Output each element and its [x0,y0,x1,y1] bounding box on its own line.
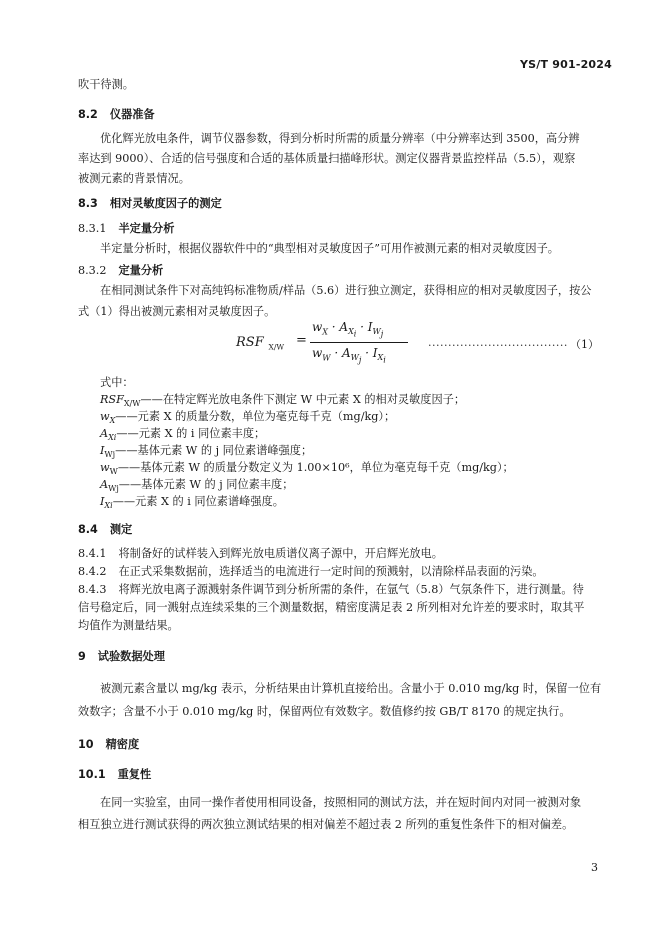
formula-equals: = [296,333,307,348]
where-item: $w_X——$元素 X 的质量分数，单位为毫克每千克（mg/kg）； [100,410,396,426]
formula-lhs: RSF $_{X/W}$ [236,335,285,352]
heading-8-3 [78,197,222,211]
heading-number: 10 [78,738,94,751]
where-item: $A_{Wj}——$基体元素 W 的 j 同位素丰度； [100,478,294,494]
where-item: $w_W——$基体元素 W 的质量分数定义为 1.00×10⁶，单位为毫克每千克（mg/kg）； [100,461,514,477]
step-8-4-2: 8.4.2 在正式采集数据前，选择适当的电流进行一定时间的预溅射，以清除样品表面的污染。 [78,565,544,578]
heading-title: 定量分析 [118,264,164,277]
paragraph-line: 率达到 9000）、合适的信号强度和合适的基体质量扫描峰形状。测定仪器背景监控样品（5.5），观察 [78,152,576,165]
paragraph-line: 均值作为测量结果。 [78,619,179,632]
heading-9 [78,650,165,664]
heading-8-2 [78,108,155,122]
where-intro: 式中： [100,376,134,389]
heading-number: 8.2 [78,108,98,121]
paragraph-line: 在同一实验室，由同一操作者使用相同设备，按照相同的测试方法，并在短时间内对同一被测对象 [100,796,582,809]
heading-8-3-1 [78,222,174,236]
formula-denominator: $w_W \cdot A_{W_j} \cdot I_{X_i}$ [312,346,386,365]
heading-number: 8.3 [78,197,98,210]
heading-number: 10.1 [78,768,106,781]
heading-10-1 [78,768,151,782]
page-number: 3 [591,861,598,874]
heading-number: 9 [78,650,86,663]
paragraph-line: 被测元素的背景情况。 [78,172,190,185]
heading-title: 半定量分析 [118,222,175,235]
formula-1 [236,318,616,368]
heading-number: 8.3.2 [78,264,107,277]
heading-number: 8.4 [78,523,98,536]
paragraph-line: 信号稳定后，同一溅射点连续采集的三个测量数据，精密度满足表 2 所列相对允许差的要求时，取其平 [78,601,585,614]
paragraph-line: 相互独立进行测试获得的两次独立测试结果的相对偏差不超过表 2 所列的重复性条件下的相对偏差。 [78,818,574,831]
paragraph-line: 半定量分析时，根据仪器软件中的“典型相对灵敏度因子”可用作被测元素的相对灵敏度因子。 [100,242,559,255]
where-item: $RSF_{X/W}——$在特定辉光放电条件下测定 W 中元素 X 的相对灵敏度因子； [100,393,466,409]
where-item: $I_{Xi}——$元素 X 的 i 同位素谱峰强度。 [100,495,284,511]
paragraph-line: 式（1）得出被测元素相对灵敏度因子。 [78,305,276,318]
paragraph-line: 优化辉光放电条件，调节仪器参数，得到分析时所需的质量分辨率（中分辨率达到 3500，高分辨 [100,132,580,145]
paragraph-line: 效数字；含量不小于 0.010 mg/kg 时，保留两位有效数字。数值修约按 GB/T 8170 的规定执行。 [78,705,571,718]
heading-number: 8.3.1 [78,222,107,235]
heading-8-4 [78,523,132,537]
paragraph-line: 在相同测试条件下对高纯钨标准物质/样品（5.6）进行独立测定，获得相应的相对灵敏度因子，按公 [100,284,592,297]
heading-title: 测定 [109,523,133,536]
heading-title: 试验数据处理 [97,650,165,663]
formula-numerator: $w_X \cdot A_{X_i} \cdot I_{W_j}$ [312,320,384,339]
continuation-line: 吹干待测。 [78,78,134,91]
heading-title: 仪器准备 [109,108,155,121]
heading-title: 精密度 [105,738,140,751]
step-8-4-3: 8.4.3 将辉光放电离子源溅射条件调节到分析所需的条件，在氩气（5.8）气氛条件下，进行测量。待 [78,583,584,596]
heading-10 [78,738,139,752]
fraction-bar [310,342,408,343]
formula-number: （1） [570,338,599,351]
where-item: $A_{Xi}——$元素 X 的 i 同位素丰度； [100,427,266,443]
heading-8-3-2 [78,264,163,278]
heading-title: 重复性 [117,768,152,781]
where-item: $I_{Wj}——$基体元素 W 的 j 同位素谱峰强度； [100,444,313,460]
step-8-4-1: 8.4.1 将制备好的试样装入到辉光放电质谱仪离子源中，开启辉光放电。 [78,547,443,560]
heading-title: 相对灵敏度因子的测定 [109,197,222,210]
paragraph-line: 被测元素含量以 mg/kg 表示，分析结果由计算机直接给出。含量小于 0.010 mg/kg 时，保留一位有 [100,682,602,695]
standard-code: YS/T 901-2024 [520,58,612,71]
formula-leader-dots: ................................... [428,336,568,349]
